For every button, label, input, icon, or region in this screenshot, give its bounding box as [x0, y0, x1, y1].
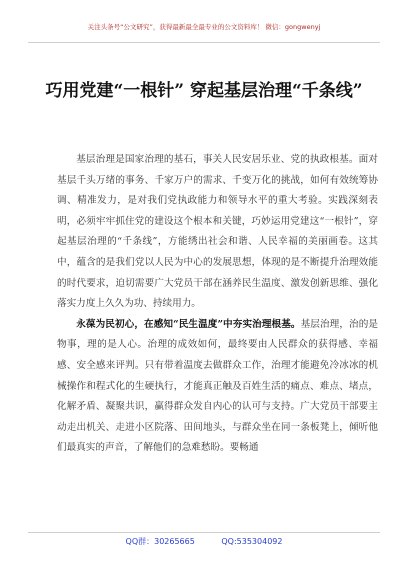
page-header — [28, 18, 380, 43]
paragraph-section-1 — [57, 315, 378, 459]
section-heading: 永葆为民初心，在感知“民生温度”中夯实治理根基。 — [76, 318, 301, 330]
document-title: 巧用党建“一根针” 穿起基层治理“千条线” — [45, 81, 363, 101]
footer-qq-group: QQ群：30265665 — [125, 537, 195, 546]
section-text: 基层治理，治的是物事，理的是人心。治理的成效如何，最终要由人民群众的获得感、幸福感、安全感来评判。只有带着温度去做群众工作，治理才能避免冷冰冰的机械操作和程式化的生硬执行，才能真正触及百姓生活的痛点、难点、堵点，化解矛盾、凝聚共识，赢得群众发自内心的认可与支持。广大党员干部要主动走出机关、走进小区院落、田间地头，与群众坐在同一条板凳上，倾听他们最真实的声音，了解他们的急难愁盼。要畅通 — [57, 318, 378, 454]
header-notice: 关注头条号“公文研究”，获得最新最全最专业的公文资料库！ 微信：gongwenyj — [87, 23, 321, 31]
footer-qq: QQ:535304092 — [221, 537, 283, 546]
document-body — [57, 150, 378, 459]
paragraph-intro: 基层治理是国家治理的基石，事关人民安居乐业、党的执政根基。面对基层千头万绪的事务、千家万户的需求、千变万化的挑战，如何有效统筹协调、精准发力，是对我们党执政能力和领导水平的重大考验。实践深刻表明，必须牢牢抓住党的建设这个根本和关键，巧妙运用党建这“一根针”，穿起基层治理的“千条线”，方能绣出社会和谐、人民幸福的美丽画卷。这其中，蕴含的是我们党以人民为中心的发展思想，体现的是不断提升治理效能的时代要求，迫切需要广大党员干部在涵养民生温度、激发创新思维、强化落实力度上久久为功、持续用力。 — [57, 154, 378, 310]
page-footer — [28, 532, 380, 555]
